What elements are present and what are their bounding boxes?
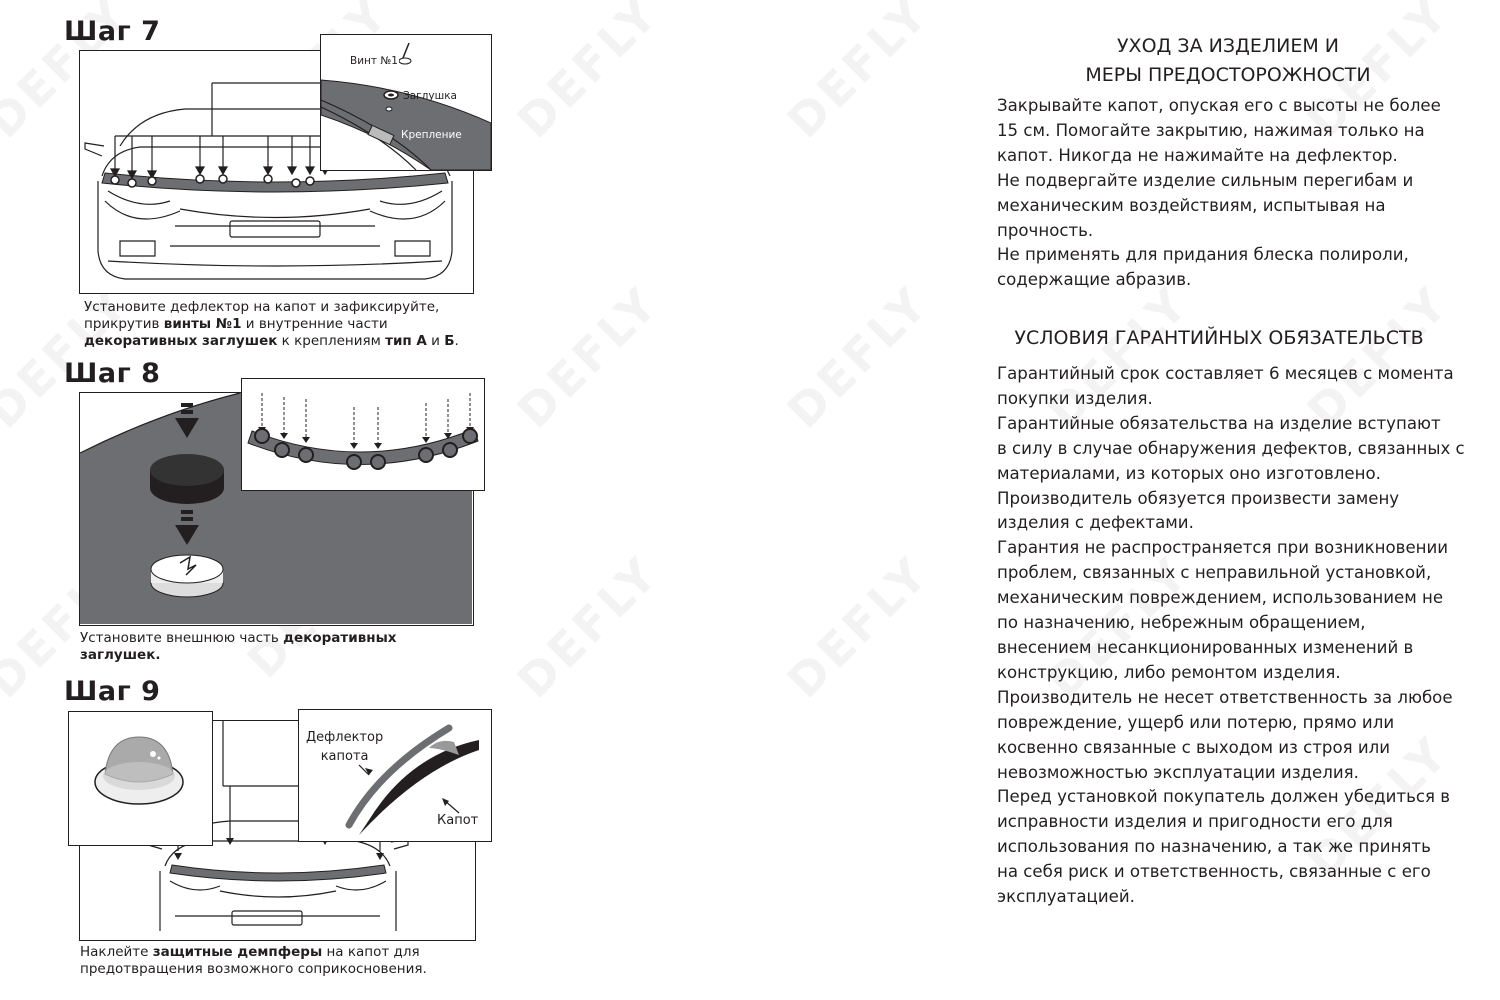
step9-caption: Наклейте защитные демпферы на капот для предотвращения возможного соприкосновения. — [80, 944, 427, 977]
step8-deflector-inset — [241, 378, 485, 491]
step9-damper-inset — [68, 711, 213, 846]
mount-label: Крепление — [401, 129, 462, 141]
step9-title: Шаг 9 — [64, 676, 161, 707]
step9-profile-inset — [298, 709, 492, 842]
step7-title: Шаг 7 — [64, 16, 161, 47]
plug-label: Заглушка — [403, 90, 457, 102]
watermark — [507, 276, 670, 439]
watermark — [507, 546, 670, 709]
watermark — [777, 276, 940, 439]
step8-caption: Установите внешнюю часть декоративных заглушек. — [80, 630, 397, 663]
screw-label: Винт №1 — [350, 55, 398, 67]
care-text: Закрывайте капот, опуская его с высоты не более 15 см. Помогайте закрытию, нажимая только на капот. Никогда не нажимайте на дефлектор. Не подвергайте изделие сильным перегибам и механическим воздействиям, испытывая на прочность. Не применять для придания блеска полироли, содержащие абразив. — [997, 96, 1441, 290]
warranty-heading: УСЛОВИЯ ГАРАНТИЙНЫХ ОБЯЗАТЕЛЬСТВ — [1014, 327, 1424, 349]
watermark — [777, 0, 940, 148]
step8-title: Шаг 8 — [64, 358, 161, 389]
hood-label: Капот — [437, 813, 479, 828]
warranty-text: Гарантийный срок составляет 6 месяцев с момента покупки изделия. Гарантийные обязательства на изделие вступают в силу в случае обнаружения дефектов, связанных с материалами, из которых оно изготовлено. Производитель обязуется произвести замену изделия с дефектами. Гарантия не распространяется при возникновении проблем, связанных с неправильной установкой, механическим повреждением, использованием не по назначению, небрежным обращением, внесением несанкционированных изменений в конструкцию, либо ремонтом изделия. Производитель не несет ответственность за любое повреждение, ущерб или потерю, прямо или косвенно связанные с выходом из строя или невозможностью эксплуатации изделия. Перед установкой покупатель должен убедиться в исправности изделия и пригодности его для использования по назначению, а так же принять на себя риск и ответственность, связанные с его эксплуатацией. — [997, 364, 1465, 907]
care-heading: УХОД ЗА ИЗДЕЛИЕМ И МЕРЫ ПРЕДОСТОРОЖНОСТИ — [1085, 35, 1371, 86]
watermark — [507, 0, 670, 148]
watermark — [777, 546, 940, 709]
step7-caption: Установите дефлектор на капот и зафиксируйте, прикрутив винты №1 и внутренние части декоративных заглушек к креплениям тип А и Б. — [84, 299, 459, 349]
deflector-label: Дефлектор капота — [306, 730, 384, 764]
step7-detail-inset — [320, 34, 492, 171]
